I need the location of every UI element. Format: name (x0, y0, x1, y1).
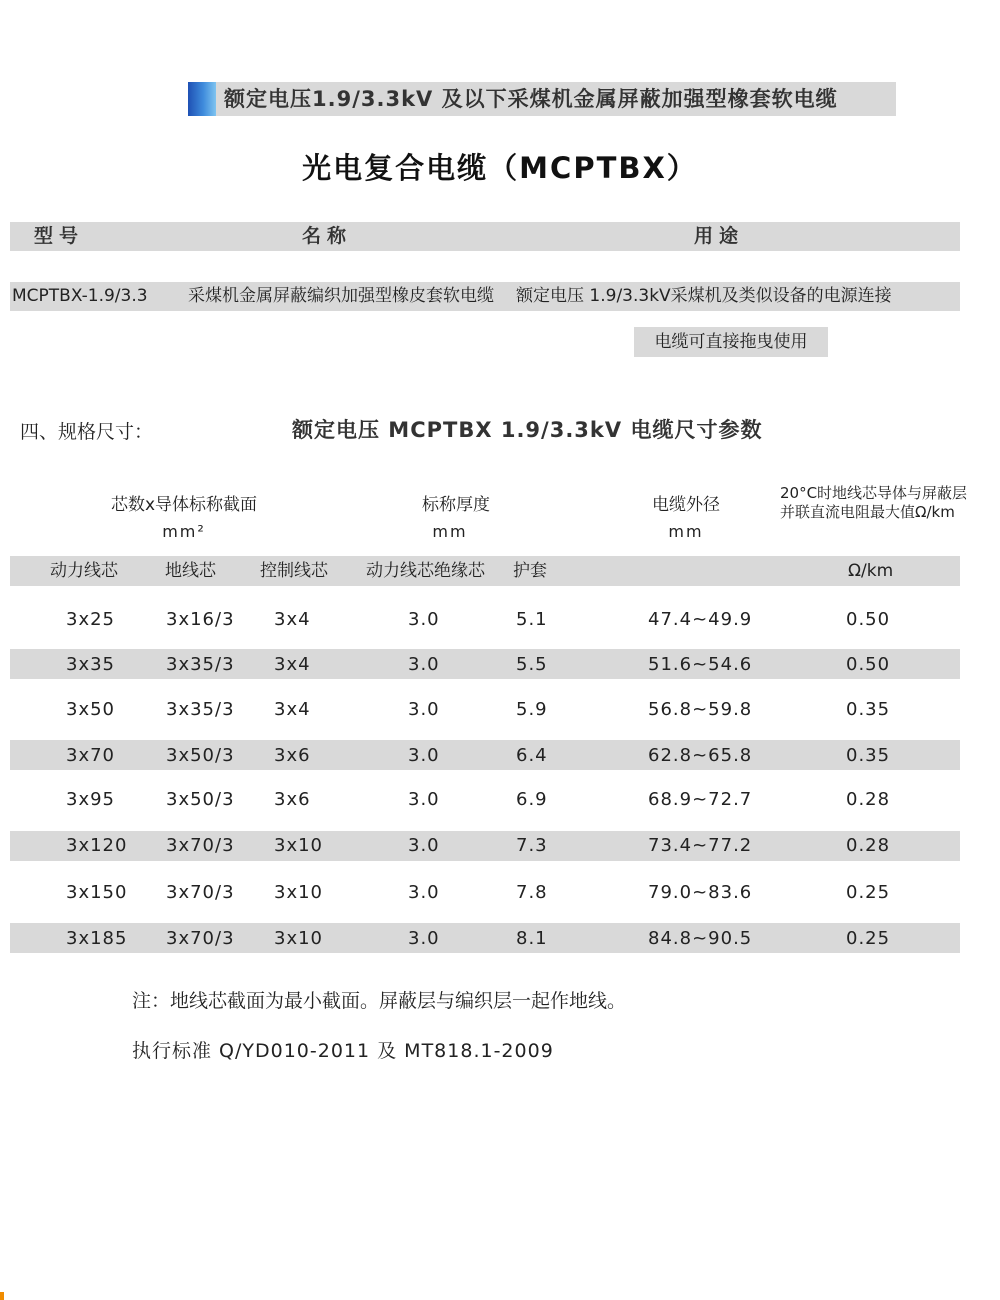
thickness-unit: mm (432, 522, 468, 541)
resistance-cell: 0.35 (846, 745, 891, 766)
sheath-cell: 5.1 (516, 609, 548, 630)
diameter-cell: 47.4~49.9 (648, 609, 753, 630)
usage-header: 用途 (694, 225, 745, 247)
insulation-cell: 3.0 (408, 745, 440, 766)
insulation-cell: 3.0 (408, 699, 440, 720)
resistance-cell: 0.28 (846, 835, 891, 856)
ground-core-header: 地线芯 (165, 561, 216, 581)
model-cell: MCPTBX-1.9/3.3 (12, 286, 148, 306)
sheath-cell: 8.1 (516, 928, 548, 949)
thickness-group-header: 标称厚度 (422, 495, 490, 515)
ground-cell: 3x35/3 (166, 654, 235, 675)
sheath-cell: 5.9 (516, 699, 548, 720)
control-cell: 3x6 (274, 745, 311, 766)
sheath-cell: 7.3 (516, 835, 548, 856)
page-title: 光电复合电缆（MCPTBX） (302, 151, 698, 185)
power-cell: 3x50 (66, 699, 116, 720)
ground-cell: 3x35/3 (166, 699, 235, 720)
row-stripe (10, 923, 960, 953)
control-cell: 3x6 (274, 789, 311, 810)
resistance-group-header (780, 484, 1000, 522)
name-cell: 采煤机金属屏蔽编织加强型橡皮套软电缆 (188, 286, 494, 306)
diameter-cell: 79.0~83.6 (648, 882, 753, 903)
control-cell: 3x4 (274, 699, 311, 720)
row-stripe (10, 831, 960, 861)
insulation-cell: 3.0 (408, 654, 440, 675)
sheath-header: 护套 (513, 561, 547, 581)
diameter-cell: 56.8~59.8 (648, 699, 753, 720)
control-cell: 3x10 (274, 882, 324, 903)
diameter-group-header: 电缆外径 (652, 495, 720, 515)
insulation-cell: 3.0 (408, 882, 440, 903)
resistance-cell: 0.50 (846, 609, 891, 630)
control-cell: 3x10 (274, 835, 324, 856)
diameter-cell: 84.8~90.5 (648, 928, 753, 949)
insulation-cell: 3.0 (408, 789, 440, 810)
power-cell: 3x25 (66, 609, 116, 630)
row-stripe (10, 740, 960, 770)
cores-group-header: 芯数x导体标称截面 (110, 495, 258, 515)
model-table-header (10, 222, 960, 251)
footnote: 注：地线芯截面为最小截面。屏蔽层与编织层一起作地线。 (132, 990, 627, 1012)
cores-unit: mm² (162, 522, 206, 541)
section-title: 额定电压 MCPTBX 1.9/3.3kV 电缆尺寸参数 (292, 418, 763, 442)
sheath-cell: 6.4 (516, 745, 548, 766)
sheath-cell: 5.5 (516, 654, 548, 675)
usage-continuation-cell: 电缆可直接拖曳使用 (634, 327, 828, 357)
power-cell: 3x70 (66, 745, 116, 766)
resistance-cell: 0.25 (846, 882, 891, 903)
control-cell: 3x10 (274, 928, 324, 949)
insulation-cell: 3.0 (408, 928, 440, 949)
ground-cell: 3x50/3 (166, 745, 235, 766)
diameter-unit: mm (668, 522, 704, 541)
power-core-header: 动力线芯 (50, 561, 118, 581)
ground-cell: 3x16/3 (166, 609, 235, 630)
name-header: 名称 (302, 225, 353, 247)
standard-reference: 执行标准 Q/YD010-2011 及 MT818.1-2009 (132, 1040, 554, 1062)
header-accent-block (188, 82, 216, 116)
diameter-cell: 73.4~77.2 (648, 835, 753, 856)
resistance-header-line2: 并联直流电阻最大值Ω/km (780, 503, 955, 521)
ground-cell: 3x70/3 (166, 882, 235, 903)
ground-cell: 3x70/3 (166, 835, 235, 856)
sheath-cell: 7.8 (516, 882, 548, 903)
insulation-cell: 3.0 (408, 835, 440, 856)
ground-cell: 3x70/3 (166, 928, 235, 949)
usage-cell: 额定电压 1.9/3.3kV采煤机及类似设备的电源连接 (516, 286, 892, 306)
power-cell: 3x150 (66, 882, 128, 903)
resistance-cell: 0.50 (846, 654, 891, 675)
sheath-cell: 6.9 (516, 789, 548, 810)
control-cell: 3x4 (274, 654, 311, 675)
power-cell: 3x185 (66, 928, 128, 949)
control-core-header: 控制线芯 (260, 561, 328, 581)
header-title: 额定电压1.9/3.3kV 及以下采煤机金属屏蔽加强型橡套软电缆 (224, 87, 838, 111)
power-cell: 3x35 (66, 654, 116, 675)
spec-subheader-row (10, 556, 960, 586)
resistance-cell: 0.35 (846, 699, 891, 720)
diameter-cell: 62.8~65.8 (648, 745, 753, 766)
power-cell: 3x95 (66, 789, 116, 810)
page-corner-mark (0, 1292, 4, 1300)
section-label: 四、规格尺寸： (20, 421, 154, 443)
resistance-cell: 0.25 (846, 928, 891, 949)
control-cell: 3x4 (274, 609, 311, 630)
resistance-unit-header: Ω/km (848, 561, 894, 581)
diameter-cell: 51.6~54.6 (648, 654, 753, 675)
model-header: 型号 (34, 225, 85, 247)
insulation-cell: 3.0 (408, 609, 440, 630)
insulation-header: 动力线芯绝缘芯 (366, 561, 485, 581)
diameter-cell: 68.9~72.7 (648, 789, 753, 810)
resistance-cell: 0.28 (846, 789, 891, 810)
ground-cell: 3x50/3 (166, 789, 235, 810)
power-cell: 3x120 (66, 835, 128, 856)
resistance-header-line1: 20°C时地线芯导体与屏蔽层 (780, 484, 968, 502)
row-stripe (10, 649, 960, 679)
